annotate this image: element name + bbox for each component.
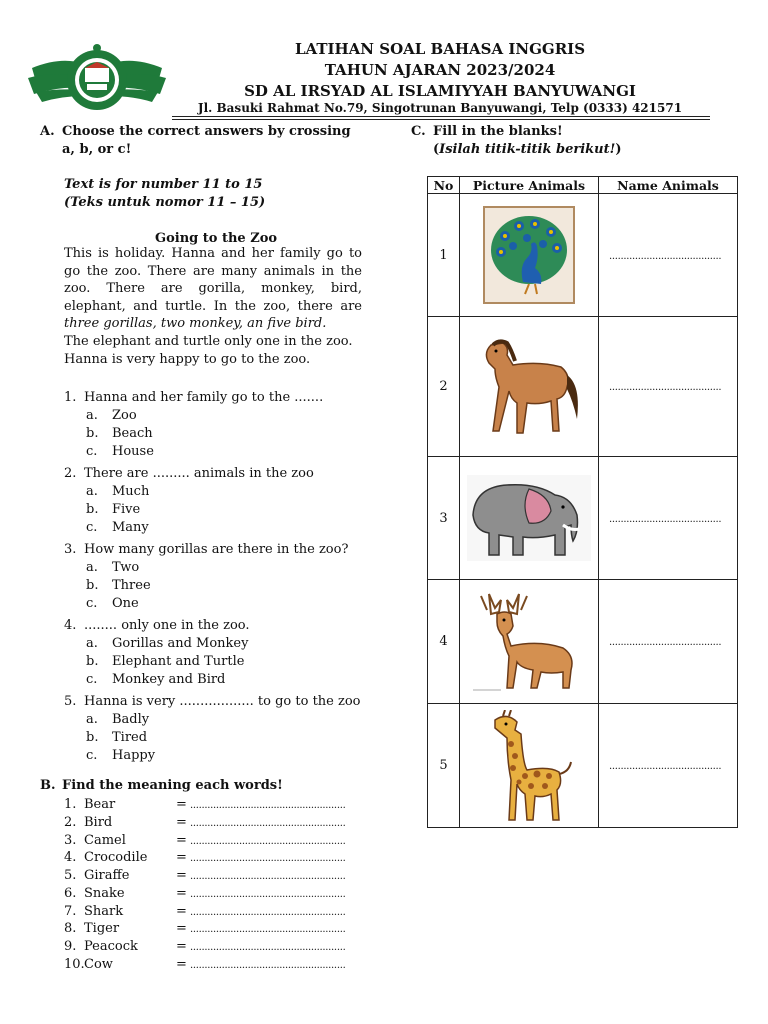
header-no: No	[428, 177, 460, 194]
option[interactable]: c. House	[86, 444, 154, 459]
section-b-heading	[40, 778, 283, 793]
vocab-item	[64, 939, 364, 954]
horse-icon	[469, 335, 589, 439]
section-c-title: Fill in the blanks!	[433, 124, 563, 139]
table-row	[428, 457, 738, 580]
name-blank[interactable]: .......................................	[599, 317, 738, 457]
section-a-letter: A.	[40, 124, 55, 139]
vocab-word: Bird	[84, 814, 113, 830]
vocab-word: Cow	[84, 956, 113, 972]
meaning-blank[interactable]: ......................................................	[190, 871, 346, 882]
question-text: There are ......... animals in the zoo	[84, 466, 314, 481]
option[interactable]: b. Tired	[86, 730, 148, 745]
option[interactable]: a. Two	[86, 560, 140, 575]
question-text: ........ only one in the zoo.	[84, 618, 250, 633]
section-a-heading	[40, 124, 351, 139]
vocab-number: 7.	[64, 903, 77, 919]
vocab-number: 1.	[64, 797, 77, 812]
option[interactable]: b. Three	[86, 578, 151, 593]
school-header-title: LATIHAN SOAL BAHASA INGGRIS	[294, 40, 586, 58]
section-c-heading	[411, 124, 563, 139]
option[interactable]: c. Many	[86, 520, 149, 535]
question-text: Hanna is very .................. to go to the zoo	[84, 694, 361, 709]
meaning-blank[interactable]: ......................................................	[190, 817, 346, 829]
vocab-item	[64, 850, 364, 865]
vocab-number: 3.	[64, 832, 77, 848]
table-row	[428, 704, 738, 828]
option[interactable]: c. Monkey and Bird	[86, 672, 226, 687]
vocab-item	[64, 921, 364, 936]
table-row	[428, 194, 738, 317]
row-number: 5	[428, 704, 460, 828]
equals-sign: =	[176, 814, 187, 830]
vocab-item	[64, 797, 364, 812]
school-year: TAHUN AJARAN 2023/2024	[324, 61, 556, 79]
deer-picture	[460, 580, 599, 704]
equals-sign: =	[176, 903, 187, 919]
option[interactable]: a. Much	[86, 484, 150, 499]
option[interactable]: b. Five	[86, 502, 141, 517]
section-b-letter: B.	[40, 778, 56, 793]
equals-sign: =	[176, 850, 187, 866]
question-text: How many gorillas are there in the zoo?	[84, 542, 349, 557]
row-number: 3	[428, 457, 460, 580]
vocab-word: Camel	[84, 832, 126, 848]
meaning-blank[interactable]: ......................................................	[190, 888, 346, 900]
vocab-item	[64, 815, 364, 830]
equals-sign: =	[176, 885, 187, 901]
question	[64, 618, 250, 633]
option[interactable]: a. Gorillas and Monkey	[86, 636, 249, 651]
section-c-letter: C.	[411, 124, 426, 139]
table-row	[428, 317, 738, 457]
vocab-number: 6.	[64, 885, 77, 901]
table-row	[428, 580, 738, 704]
equals-sign: =	[176, 939, 187, 954]
vocab-number: 9.	[64, 939, 77, 954]
animals-table	[427, 176, 738, 828]
text-for-numbers: Text is for number 11 to 15	[64, 177, 263, 192]
option[interactable]: c. One	[86, 596, 139, 611]
vocab-word: Giraffe	[84, 868, 130, 883]
option[interactable]: a. Zoo	[86, 408, 137, 423]
question-number: 2.	[64, 466, 77, 481]
elephant-icon	[467, 475, 591, 561]
vocab-word: Tiger	[84, 921, 120, 937]
meaning-blank[interactable]: ......................................................	[190, 835, 346, 847]
vocab-number: 4.	[64, 850, 77, 866]
question	[64, 466, 314, 481]
text-for-numbers-id: (Teks untuk nomor 11 – 15)	[64, 195, 266, 210]
question-number: 5.	[64, 694, 77, 709]
vocab-word: Crocodile	[84, 850, 148, 866]
equals-sign: =	[176, 832, 187, 848]
name-blank[interactable]: .......................................	[599, 704, 738, 828]
header-picture: Picture Animals	[460, 177, 599, 194]
question	[64, 542, 348, 557]
meaning-blank[interactable]: ......................................................	[190, 924, 346, 936]
name-blank[interactable]: .......................................	[599, 194, 738, 317]
vocab-item	[64, 904, 364, 919]
story-text	[64, 245, 362, 368]
peacock-picture	[460, 194, 599, 317]
horse-picture	[460, 317, 599, 457]
giraffe-picture	[460, 704, 599, 828]
option[interactable]: b. Beach	[86, 426, 153, 441]
story-line: go the zoo. There are many animals in the	[64, 263, 362, 279]
meaning-blank[interactable]: ......................................................	[190, 800, 346, 811]
vocab-number: 5.	[64, 868, 77, 883]
section-a-title-1: Choose the correct answers by crossing	[62, 124, 351, 139]
option[interactable]: b. Elephant and Turtle	[86, 654, 245, 669]
row-number: 4	[428, 580, 460, 704]
story-line-italic: three gorillas, two monkey, an five bird.	[64, 316, 327, 332]
equals-sign: =	[176, 921, 187, 937]
question-number: 3.	[64, 542, 77, 557]
vocab-word: Peacock	[84, 939, 138, 954]
row-number: 2	[428, 317, 460, 457]
header-name: Name Animals	[599, 177, 738, 194]
story-line: The elephant and turtle only one in the zoo.	[64, 333, 353, 349]
section-a-title-2: a, b, or c!	[62, 142, 132, 157]
meaning-blank[interactable]: ......................................................	[190, 942, 346, 953]
equals-sign: =	[176, 956, 187, 972]
option[interactable]: c. Happy	[86, 748, 156, 763]
meaning-blank[interactable]: ......................................................	[190, 959, 346, 971]
vocab-number: 8.	[64, 921, 77, 937]
name-blank[interactable]: .......................................	[599, 457, 738, 580]
story-line: zoo. There are gorilla, monkey, bird,	[64, 281, 362, 297]
vocab-item	[64, 957, 364, 972]
school-name: SD AL IRSYAD AL ISLAMIYYAH BANYUWANGI	[244, 82, 636, 100]
vocab-number: 10.	[64, 956, 85, 972]
story-title: Going to the Zoo	[155, 231, 278, 246]
peacock-icon	[483, 206, 575, 304]
equals-sign: =	[176, 868, 187, 883]
deer-icon	[471, 590, 587, 694]
meaning-blank[interactable]: ......................................................	[190, 853, 346, 865]
row-number: 1	[428, 194, 460, 317]
vocab-item	[64, 868, 364, 883]
giraffe-icon	[479, 710, 579, 822]
story-line: This is holiday. Hanna and her family go to	[64, 246, 362, 261]
question	[64, 390, 323, 405]
question-number: 4.	[64, 618, 77, 633]
school-address: Jl. Basuki Rahmat No.79, Singotrunan Banyuwangi, Telp (0333) 421571	[197, 101, 683, 115]
meaning-blank[interactable]: ......................................................	[190, 906, 346, 918]
story-line: Hanna is very happy to go to the zoo.	[64, 351, 311, 367]
elephant-picture	[460, 457, 599, 580]
question-text: Hanna and her family go to the .......	[84, 390, 324, 405]
vocab-word: Snake	[84, 885, 125, 901]
option[interactable]: a. Badly	[86, 712, 150, 727]
question-number: 1.	[64, 390, 77, 405]
vocab-number: 2.	[64, 814, 77, 830]
question	[64, 694, 361, 709]
table-header-row	[428, 177, 738, 194]
vocab-word: Shark	[84, 903, 124, 919]
section-c-subtitle: (Isilah titik-titik berikut!)	[433, 142, 622, 157]
vocab-item	[64, 886, 364, 901]
header-divider	[172, 119, 710, 120]
vocab-item	[64, 833, 364, 848]
vocab-word: Bear	[84, 797, 116, 812]
section-b-title: Find the meaning each words!	[62, 778, 283, 793]
school-logo	[22, 38, 172, 116]
equals-sign: =	[176, 797, 187, 812]
name-blank[interactable]: .......................................	[599, 580, 738, 704]
story-line: elephant, and turtle. In the zoo, there are	[64, 298, 362, 314]
header-divider	[172, 116, 710, 117]
